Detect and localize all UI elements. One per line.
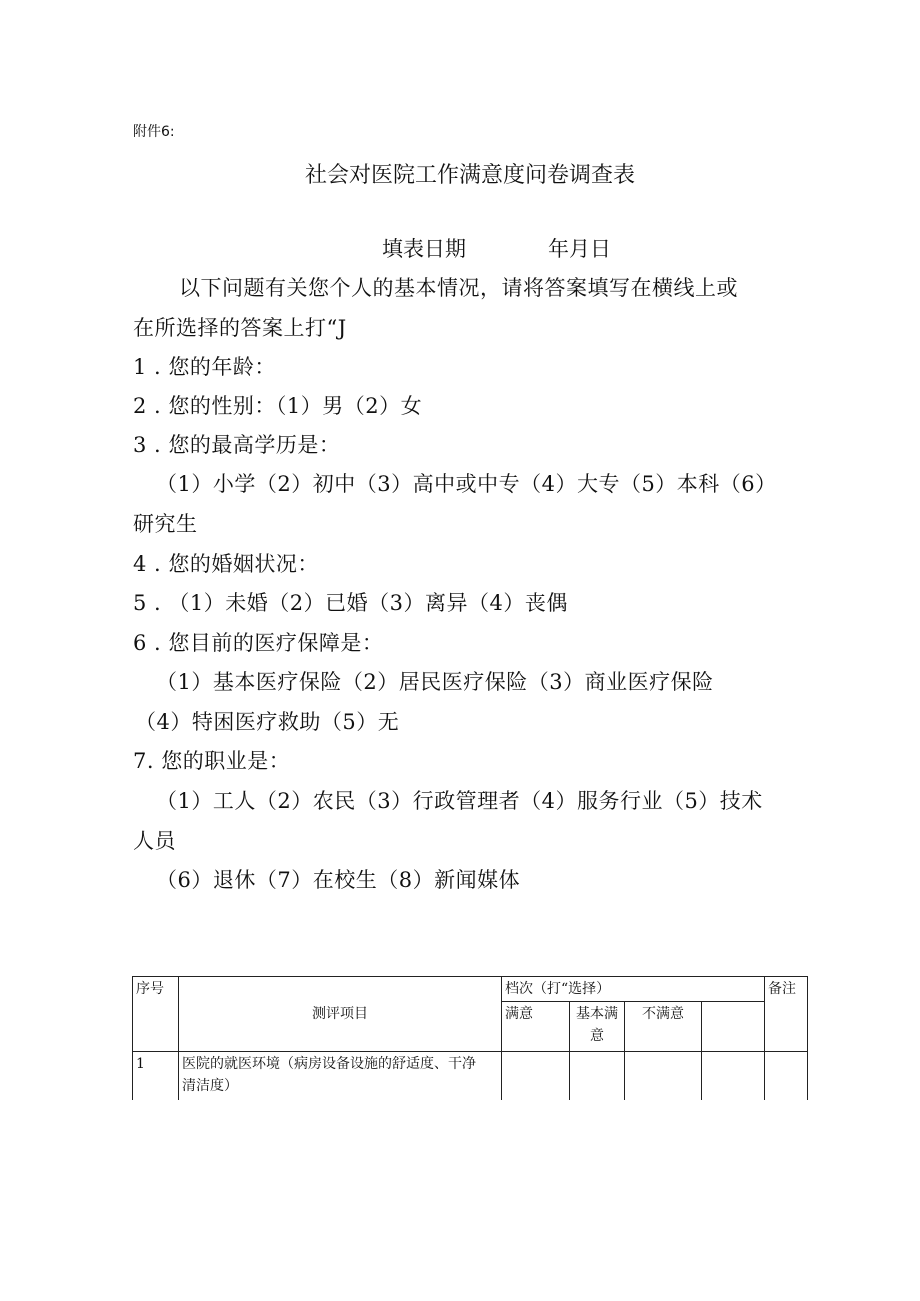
header-satisfied: 满意 xyxy=(502,1002,570,1052)
question-4: 4 . 您的婚姻状况： xyxy=(133,552,319,576)
question-2: 2 . 您的性别：（1）男（2）女 xyxy=(133,394,423,418)
header-basic-satisfied: 基本满意 xyxy=(570,1002,625,1052)
header-unsatisfied: 不满意 xyxy=(625,1002,702,1052)
question-7-options-1: （1）工人（2）农民（3）行政管理者（4）服务行业（5）技术 xyxy=(156,789,763,813)
intro-line-2: 在所选择的答案上打“J xyxy=(133,316,347,340)
header-remark: 备注 xyxy=(765,977,808,1052)
question-6-options-2: （4）特困医疗救助（5）无 xyxy=(135,710,400,734)
attachment-label: 附件6: xyxy=(133,124,175,140)
question-5: 5 . （1）未婚（2）已婚（3）离异（4）丧偶 xyxy=(133,591,568,615)
question-6-options-1: （1）基本医疗保险（2）居民医疗保险（3）商业医疗保险 xyxy=(156,670,714,694)
header-item: 测评项目 xyxy=(179,977,502,1052)
date-label: 填表日期 xyxy=(382,237,466,261)
question-3-options-2: 研究生 xyxy=(133,512,198,536)
intro-line-1: 以下问题有关您个人的基本情况，请将答案填写在横线上或 xyxy=(179,276,738,300)
page-title: 社会对医院工作满意度问卷调查表 xyxy=(304,163,635,188)
table-header-row xyxy=(133,977,808,1002)
question-3-options-1: （1）小学（2）初中（3）高中或中专（4）大专（5）本科（6） xyxy=(156,472,777,496)
question-1: 1 . 您的年龄： xyxy=(133,355,276,379)
question-7-options-3: （6）退休（7）在校生（8）新闻媒体 xyxy=(156,868,521,892)
row-item: 医院的就医环境（病房设备设施的舒适度、干净清洁度） xyxy=(179,1052,502,1132)
question-6: 6 . 您目前的医疗保障是： xyxy=(133,631,384,655)
question-7-options-2: 人员 xyxy=(133,829,176,853)
header-level: 档次（打“选择） xyxy=(502,977,765,1002)
date-value: 年月日 xyxy=(548,237,611,261)
question-3: 3 . 您的最高学历是： xyxy=(133,433,341,457)
header-blank xyxy=(702,1002,765,1052)
header-no: 序号 xyxy=(133,977,179,1052)
row-no: 1 xyxy=(133,1052,179,1132)
page-bottom-mask xyxy=(0,1100,920,1301)
question-7: 7. 您的职业是： xyxy=(133,749,291,773)
